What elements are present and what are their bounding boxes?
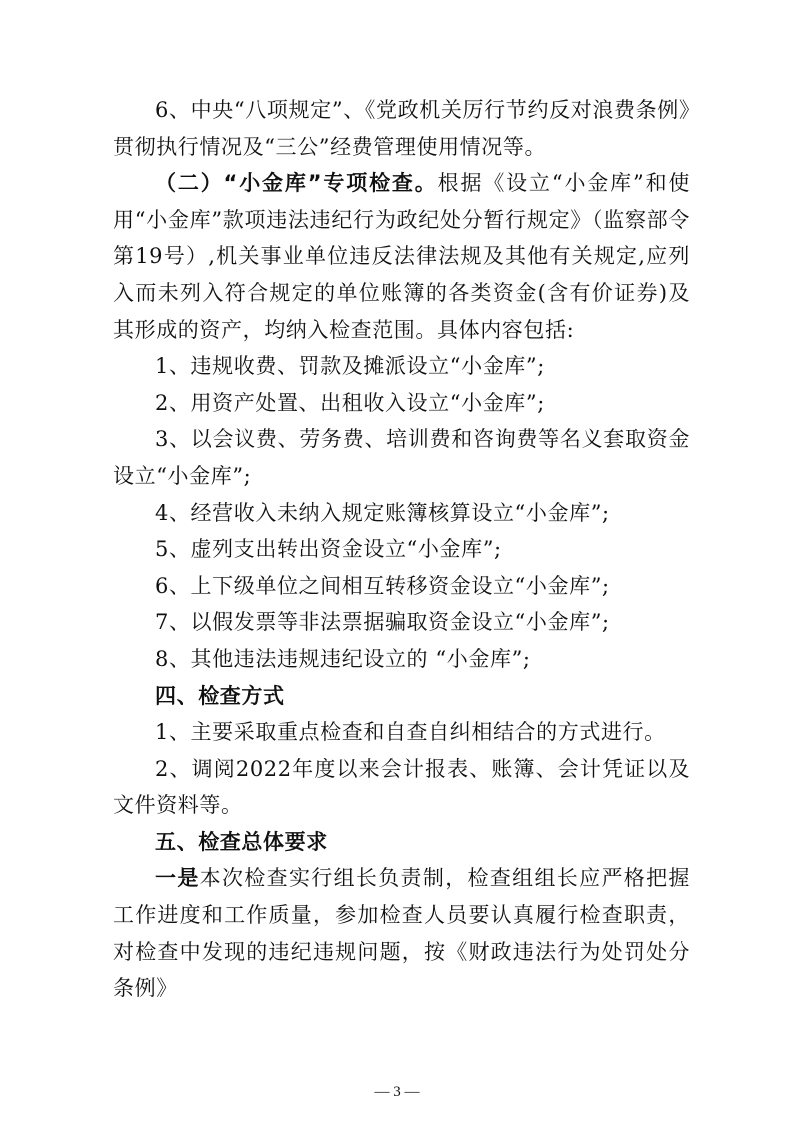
list-item-text: 4、经营收入未纳入规定账簿核算设立“小金库”; — [155, 500, 610, 525]
body-text — [113, 92, 690, 1007]
list-item-text: 8、其他违法违规违纪设立的 “小金库”; — [155, 646, 531, 671]
paragraph-item-6 — [113, 92, 690, 165]
section-xiaojinku — [113, 165, 690, 348]
list-item-text: 2、调阅2022年度以来会计报表、账簿、会计凭证以及文件资料等。 — [113, 756, 690, 818]
heading-inspection-method — [113, 678, 690, 715]
requirement-one — [113, 860, 690, 1006]
paragraph-text: 本次检查实行组长负责制，检查组组长应严格把握工作进度和工作质量，参加检查人员要认真履行检查职责，对检查中发现的违纪违规问题，按《财政违法行为处罚处分条例》 — [113, 866, 691, 1001]
heading-general-requirements — [113, 824, 690, 861]
list-item-7 — [113, 604, 690, 641]
list-item-2 — [113, 385, 690, 422]
list-item-1 — [113, 348, 690, 385]
list-item-text: 7、以假发票等非法票据骗取资金设立“小金库”; — [155, 610, 610, 635]
list-item-text: 1、违规收费、罚款及摊派设立“小金库”; — [155, 354, 545, 379]
list-item-4 — [113, 495, 690, 532]
list-item-8 — [113, 641, 690, 678]
list-item-text: 5、虚列支出转出资金设立“小金库”; — [155, 537, 502, 562]
list-item-text: 6、上下级单位之间相互转移资金设立“小金库”; — [155, 573, 610, 598]
paragraph-text: 根据《设立“小金库”和使用“小金库”款项违法违纪行为政纪处分暂行规定》（监察部令第19号）,机关事业单位违反法律法规及其他有关规定,应列入而未列入符合规定的单位账簿的各类资金(含有价证券)及其形成的资产，均纳入检查范围。具体内容包括: — [113, 171, 691, 342]
list-item-6 — [113, 568, 690, 605]
requirement-lead: 一是 — [155, 866, 200, 891]
method-item-2 — [113, 751, 690, 824]
page-number: — 3 — — [374, 1084, 420, 1100]
method-item-1 — [113, 714, 690, 751]
section-heading: 四、检查方式 — [155, 683, 285, 708]
list-item-text: 3、以会议费、劳务费、培训费和咨询费等名义套取资金设立“小金库”; — [113, 427, 690, 488]
list-item-3 — [113, 421, 690, 494]
section-heading: 五、检查总体要求 — [155, 829, 328, 854]
paragraph-text: 6、中央“八项规定”、《党政机关厉行节约反对浪费条例》贯彻执行情况及“三公”经费管理使用情况等。 — [113, 98, 690, 159]
list-item-5 — [113, 531, 690, 568]
list-item-text: 1、主要采取重点检查和自查自纠相结合的方式进行。 — [155, 720, 666, 745]
list-item-text: 2、用资产处置、出租收入设立“小金库”; — [155, 390, 545, 415]
section-heading: （二）“小金库”专项检查。 — [155, 171, 438, 196]
